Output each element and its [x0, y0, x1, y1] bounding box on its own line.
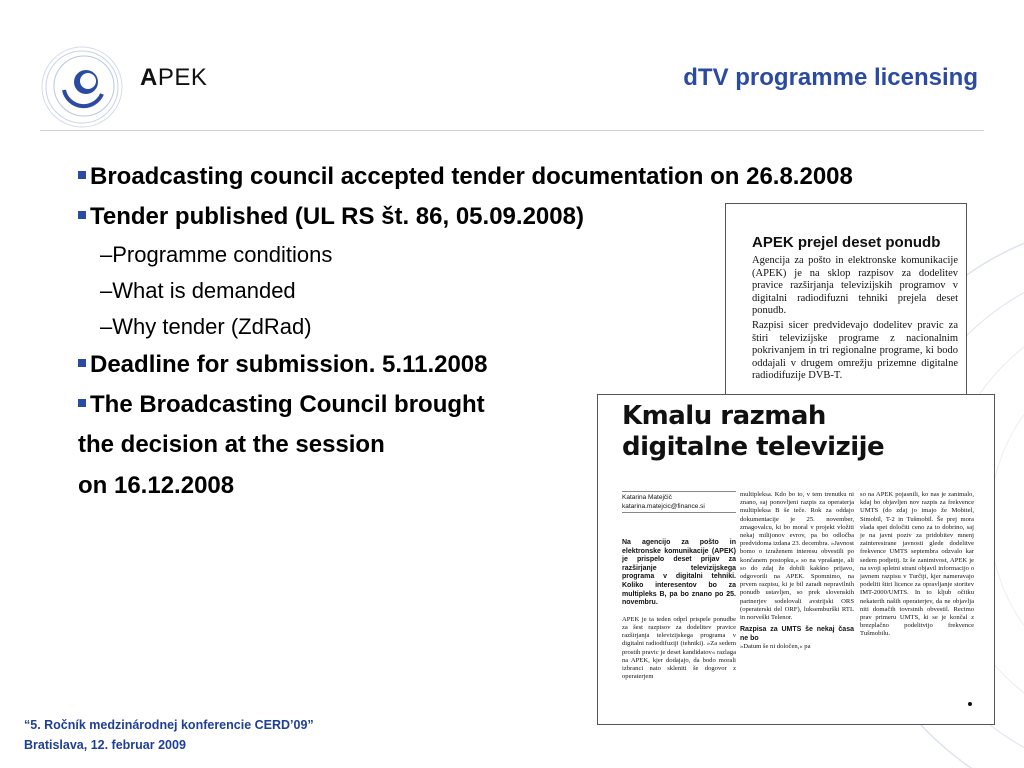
square-bullet-icon: [78, 171, 86, 179]
footer-date: Bratislava, 12. februar 2009: [24, 738, 186, 752]
article-body: so na APEK pojasnili, ko nas je zanimalo, kdaj bo objavljen nov razpis za frekvence UMTS (do zdaj jo imajo že Mobitel, Simobil, T-2 in Tušmobil. Še prej mora vlada spet določiti ceno za to dobrino, saj je na javni poziv za pridobitev mnenj zainteresirane javnosti glede dodelitve frekvence UMTS septembra odzvalo kar sedem podjetij. Iz še zanimivost, APEK je na svoji spletni strani objavil informacijo o javnem razpisu v Turčiji, kjer nameravajo podeliti štiri licence za opravljanje storitev IMT-2000/UMTS. In to kljub očitku nekaterih naših operaterjev, da ne objavlja niti domačih tovrstnih obvestil. Recimo prav primeru UMTS, ki se je končal z brezplačno podelitvijo frekvence Tušmobilu.: [860, 491, 974, 638]
newspaper-clipping-large: [597, 394, 995, 725]
clipping-paragraph: Razpisi sicer predvidevajo dodelitev pravic za štiri televizijske programe z nacionalnim pokrivanjem in tri regionalne programe, ki bodo oddajali v drugem omrežju prizemne digitalne radiodifuzije DVB-T.: [752, 319, 958, 382]
end-mark-icon: [968, 702, 972, 706]
footer-conference: “5. Ročník medzinárodnej konferencie CERD’09”: [24, 718, 314, 732]
newspaper-clipping-small: [725, 203, 967, 396]
headline-line: Kmalu razmah: [622, 401, 826, 431]
author-name: Katarina Matejčič: [622, 494, 672, 501]
sub-item: –Programme conditions: [100, 242, 333, 267]
author-email: katarina.matejcic@finance.si: [622, 503, 705, 510]
logo-wordmark: APEK: [140, 64, 208, 91]
headline-line: digitalne televizije: [622, 432, 885, 462]
square-bullet-icon: [78, 211, 86, 219]
clipping-paragraph: Agencija za pošto in elektronske komunikacije (APEK) je na sklop razpisov za dodelitev pravice razširjanja televizijskih programov v digitalni radiodifuzni tehniki prejela deset ponudb.: [752, 255, 958, 317]
square-bullet-icon: [78, 399, 86, 407]
bullet-item: Deadline for submission. 5.11.2008: [78, 348, 898, 382]
article-subhead: Razpisa za UMTS še nekaj časa ne bo: [740, 626, 854, 642]
clipping-headline: [622, 401, 994, 463]
bullet-item: The Broadcasting Council brought: [78, 388, 898, 422]
bullet-item: Tender published (UL RS št. 86, 05.09.2008): [78, 200, 898, 234]
sub-item: –Why tender (ZdRad): [100, 314, 312, 339]
square-bullet-icon: [78, 359, 86, 367]
sub-item: –What is demanded: [100, 278, 296, 303]
article-columns: [622, 491, 982, 717]
article-lead: Na agencijo za pošto in elektronske komunikacije (APEK) je prispelo deset prijav za razširjanje televizijskega programa v digitalni tehniki. Koliko interesentov bo za multipleks B, pa bo znano po 25. novembru.: [622, 539, 736, 607]
article-body: multipleksa. Kdo bo to, v tem trenutku ni znano, saj ponovljeni razpis za operaterja multipleksa B še teče. Rok za oddajo dokumentacije je 25. november, zmagovalcu, ki bo moral v projekt vložiti nekaj milijonov evrov, pa bo odločba predvidoma izdana 23. decembra. »Javnost bomo o izraženem interesu obvestili po končanem postopku,« so na vprašanje, ali so do zdaj že dobili kakšno prijavo, odgovorili na APEK. Spomnimo, na prvem razpisu, ki je bil zaradi nepravilnih ponudb ustavljen, so prek slovenskih partnerjev sodelovali avstrijski ORS (operaterski del ORF), luksemburški RTL in norveški Telenor.: [740, 491, 854, 622]
author-byline: [622, 491, 736, 513]
header-divider: [40, 130, 984, 131]
article-column: [740, 491, 854, 652]
bullet-item: Broadcasting council accepted tender documentation on 26.8.2008: [78, 160, 898, 194]
bullet-continuation: the decision at the session: [78, 431, 385, 458]
clipping-headline: APEK prejel deset ponudb: [752, 234, 941, 251]
article-column: [860, 491, 974, 639]
article-column: [622, 491, 736, 681]
footer: [24, 715, 314, 755]
article-body: »Datum še ni določen,« pa: [740, 643, 811, 651]
article-body: APEK je ta teden odprl prispele ponudbe za šest razpisov za dodelitev pravice razširjanja televizijskega programa v digitalni radiodifuziji (tehniki). »Za sedem prostih pravic je deset kandidatov« razlaga na APEK, kjer dodajajo, da bodo morali izbranci nato skleniti še dogovor z operaterjem: [622, 615, 736, 681]
bullet-continuation: on 16.12.2008: [78, 472, 235, 499]
slide-title: dTV programme licensing: [683, 64, 978, 91]
